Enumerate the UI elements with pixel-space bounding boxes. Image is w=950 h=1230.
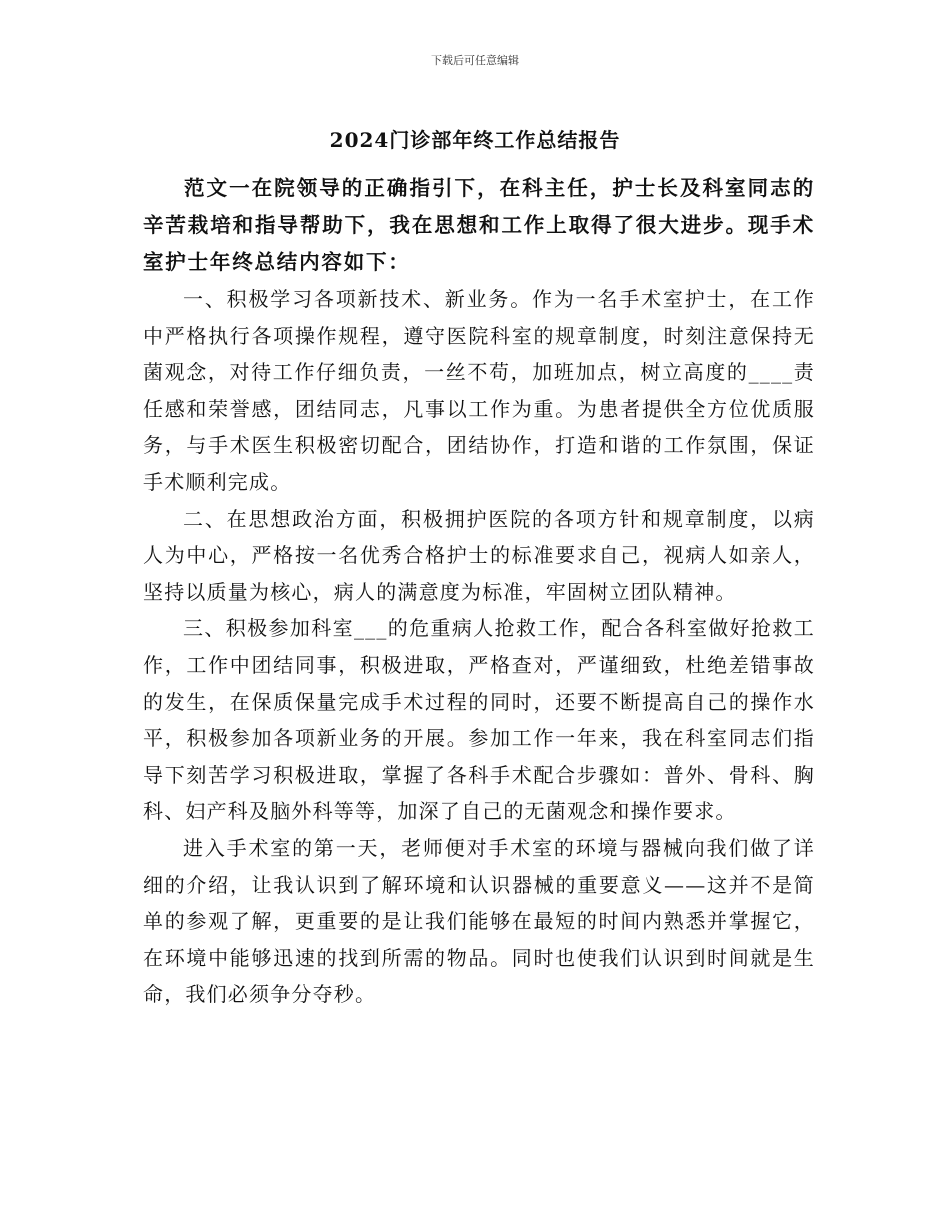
paragraph-intro: 范文一在院领导的正确指引下，在科主任，护士长及科室同志的辛苦栽培和指导帮助下，我在思想和工作上取得了很大进步。现手术室护士年终总结内容如下： — [143, 176, 815, 274]
paragraph-section-3: 三、积极参加科室___的危重病人抢救工作，配合各科室做好抢救工作，工作中团结同事，积极进取，严格查对，严谨细致，杜绝差错事故的发生，在保质保量完成手术过程的同时，还要不断提高自己的操作水平，积极参加各项新业务的开展。参加工作一年来，我在科室同志们指导下刻苦学习积极进取，掌握了各科手术配合步骤如：普外、骨科、胸科、妇产科及脑外科等等，加深了自己的无菌观念和操作要求。 — [143, 616, 815, 824]
document-body — [143, 170, 815, 1013]
document-title: 2024门诊部年终工作总结报告 — [329, 128, 621, 152]
paragraph-first-day: 进入手术室的第一天，老师便对手术室的环境与器械向我们做了详细的介绍，让我认识到了解环境和认识器械的重要意义——这并不是简单的参观了解，更重要的是让我们能够在最短的时间内熟悉并掌握它，在环境中能够迅速的找到所需的物品。同时也使我们认识到时间就是生命，我们必须争分夺秒。 — [143, 835, 815, 1007]
header-note: 下载后可任意编辑 — [431, 54, 519, 67]
paragraph-section-2: 二、在思想政治方面，积极拥护医院的各项方针和规章制度，以病人为中心，严格按一名优秀合格护士的标准要求自己，视病人如亲人，坚持以质量为核心，病人的满意度为标准，牢固树立团队精神。 — [143, 506, 815, 604]
paragraph-section-1: 一、积极学习各项新技术、新业务。作为一名手术室护士，在工作中严格执行各项操作规程，遵守医院科室的规章制度，时刻注意保持无菌观念，对待工作仔细负责，一丝不苟，加班加点，树立高度的____责任感和荣誉感，团结同志，凡事以工作为重。为患者提供全方位优质服务，与手术医生积极密切配合，团结协作，打造和谐的工作氛围，保证手术顺利完成。 — [143, 287, 815, 494]
